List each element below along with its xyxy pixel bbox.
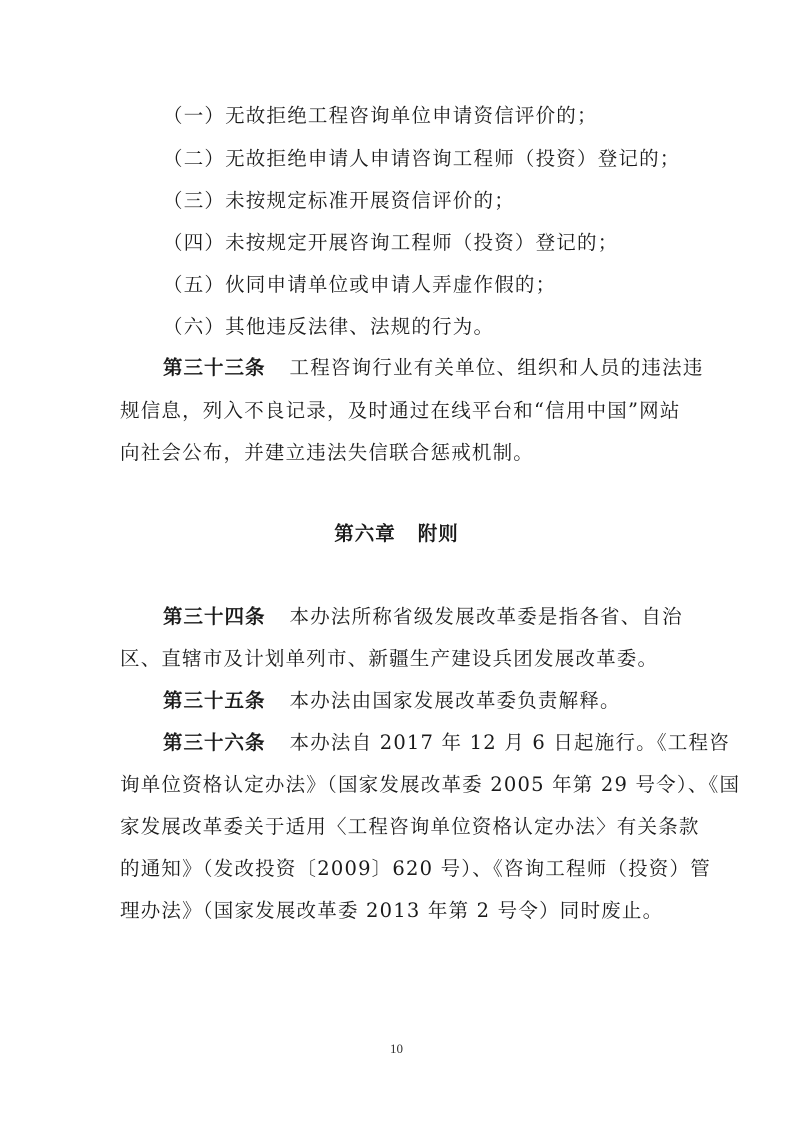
chapter-number: 第六章 — [334, 522, 396, 545]
list-item-3: （三）未按规定标准开展资信评价的； — [163, 189, 515, 212]
article-33-line-2: 规信息，列入不良记录，及时通过在线平台和“信用中国”网站 — [120, 399, 681, 422]
article-33-text-1: 工程咨询行业有关单位、组织和人员的违法违 — [289, 356, 704, 379]
list-item-6: （六）其他违反法律、法规的行为。 — [163, 315, 495, 338]
list-item-2: （二）无故拒绝申请人申请咨询工程师（投资）登记的； — [163, 147, 681, 170]
chapter-title: 附则 — [417, 522, 459, 545]
article-36-line-5: 理办法》（国家发展改革委 2013 年第 2 号令）同时废止。 — [120, 899, 664, 922]
article-36-line-4: 的通知》（发改投资〔2009〕620 号）、《咨询工程师（投资）管 — [120, 857, 711, 880]
chapter-heading — [0, 520, 793, 548]
article-33-line-1 — [163, 354, 704, 382]
article-33-label: 第三十三条 — [163, 356, 266, 379]
article-34-label: 第三十四条 — [163, 605, 266, 628]
article-35-text-1: 本办法由国家发展改革委负责解释。 — [289, 689, 621, 712]
article-34-text-1: 本办法所称省级发展改革委是指各省、自治 — [289, 605, 683, 628]
article-36-line-3: 家发展改革委关于适用〈工程咨询单位资格认定办法〉有关条款 — [120, 815, 700, 838]
article-36-line-2: 询单位资格认定办法》（国家发展改革委 2005 年第 29 号令）、《国 — [120, 773, 741, 796]
article-34-line-1 — [163, 603, 683, 631]
article-36-label: 第三十六条 — [163, 731, 266, 754]
article-34-line-2: 区、直辖市及计划单列市、新疆生产建设兵团发展改革委。 — [120, 647, 659, 670]
list-item-5: （五）伙同申请单位或申请人弄虚作假的； — [163, 273, 557, 296]
article-35-label: 第三十五条 — [163, 689, 266, 712]
article-36-text-1: 本办法自 2017 年 12 月 6 日起施行。《工程咨 — [289, 731, 730, 754]
article-33-line-3: 向社会公布，并建立违法失信联合惩戒机制。 — [120, 441, 535, 464]
list-item-1: （一）无故拒绝工程咨询单位申请资信评价的； — [163, 104, 598, 127]
page-number: 10 — [390, 1041, 403, 1056]
article-35-line-1 — [163, 687, 621, 715]
list-item-4: （四）未按规定开展咨询工程师（投资）登记的； — [163, 231, 619, 254]
article-36-line-1 — [163, 729, 730, 757]
